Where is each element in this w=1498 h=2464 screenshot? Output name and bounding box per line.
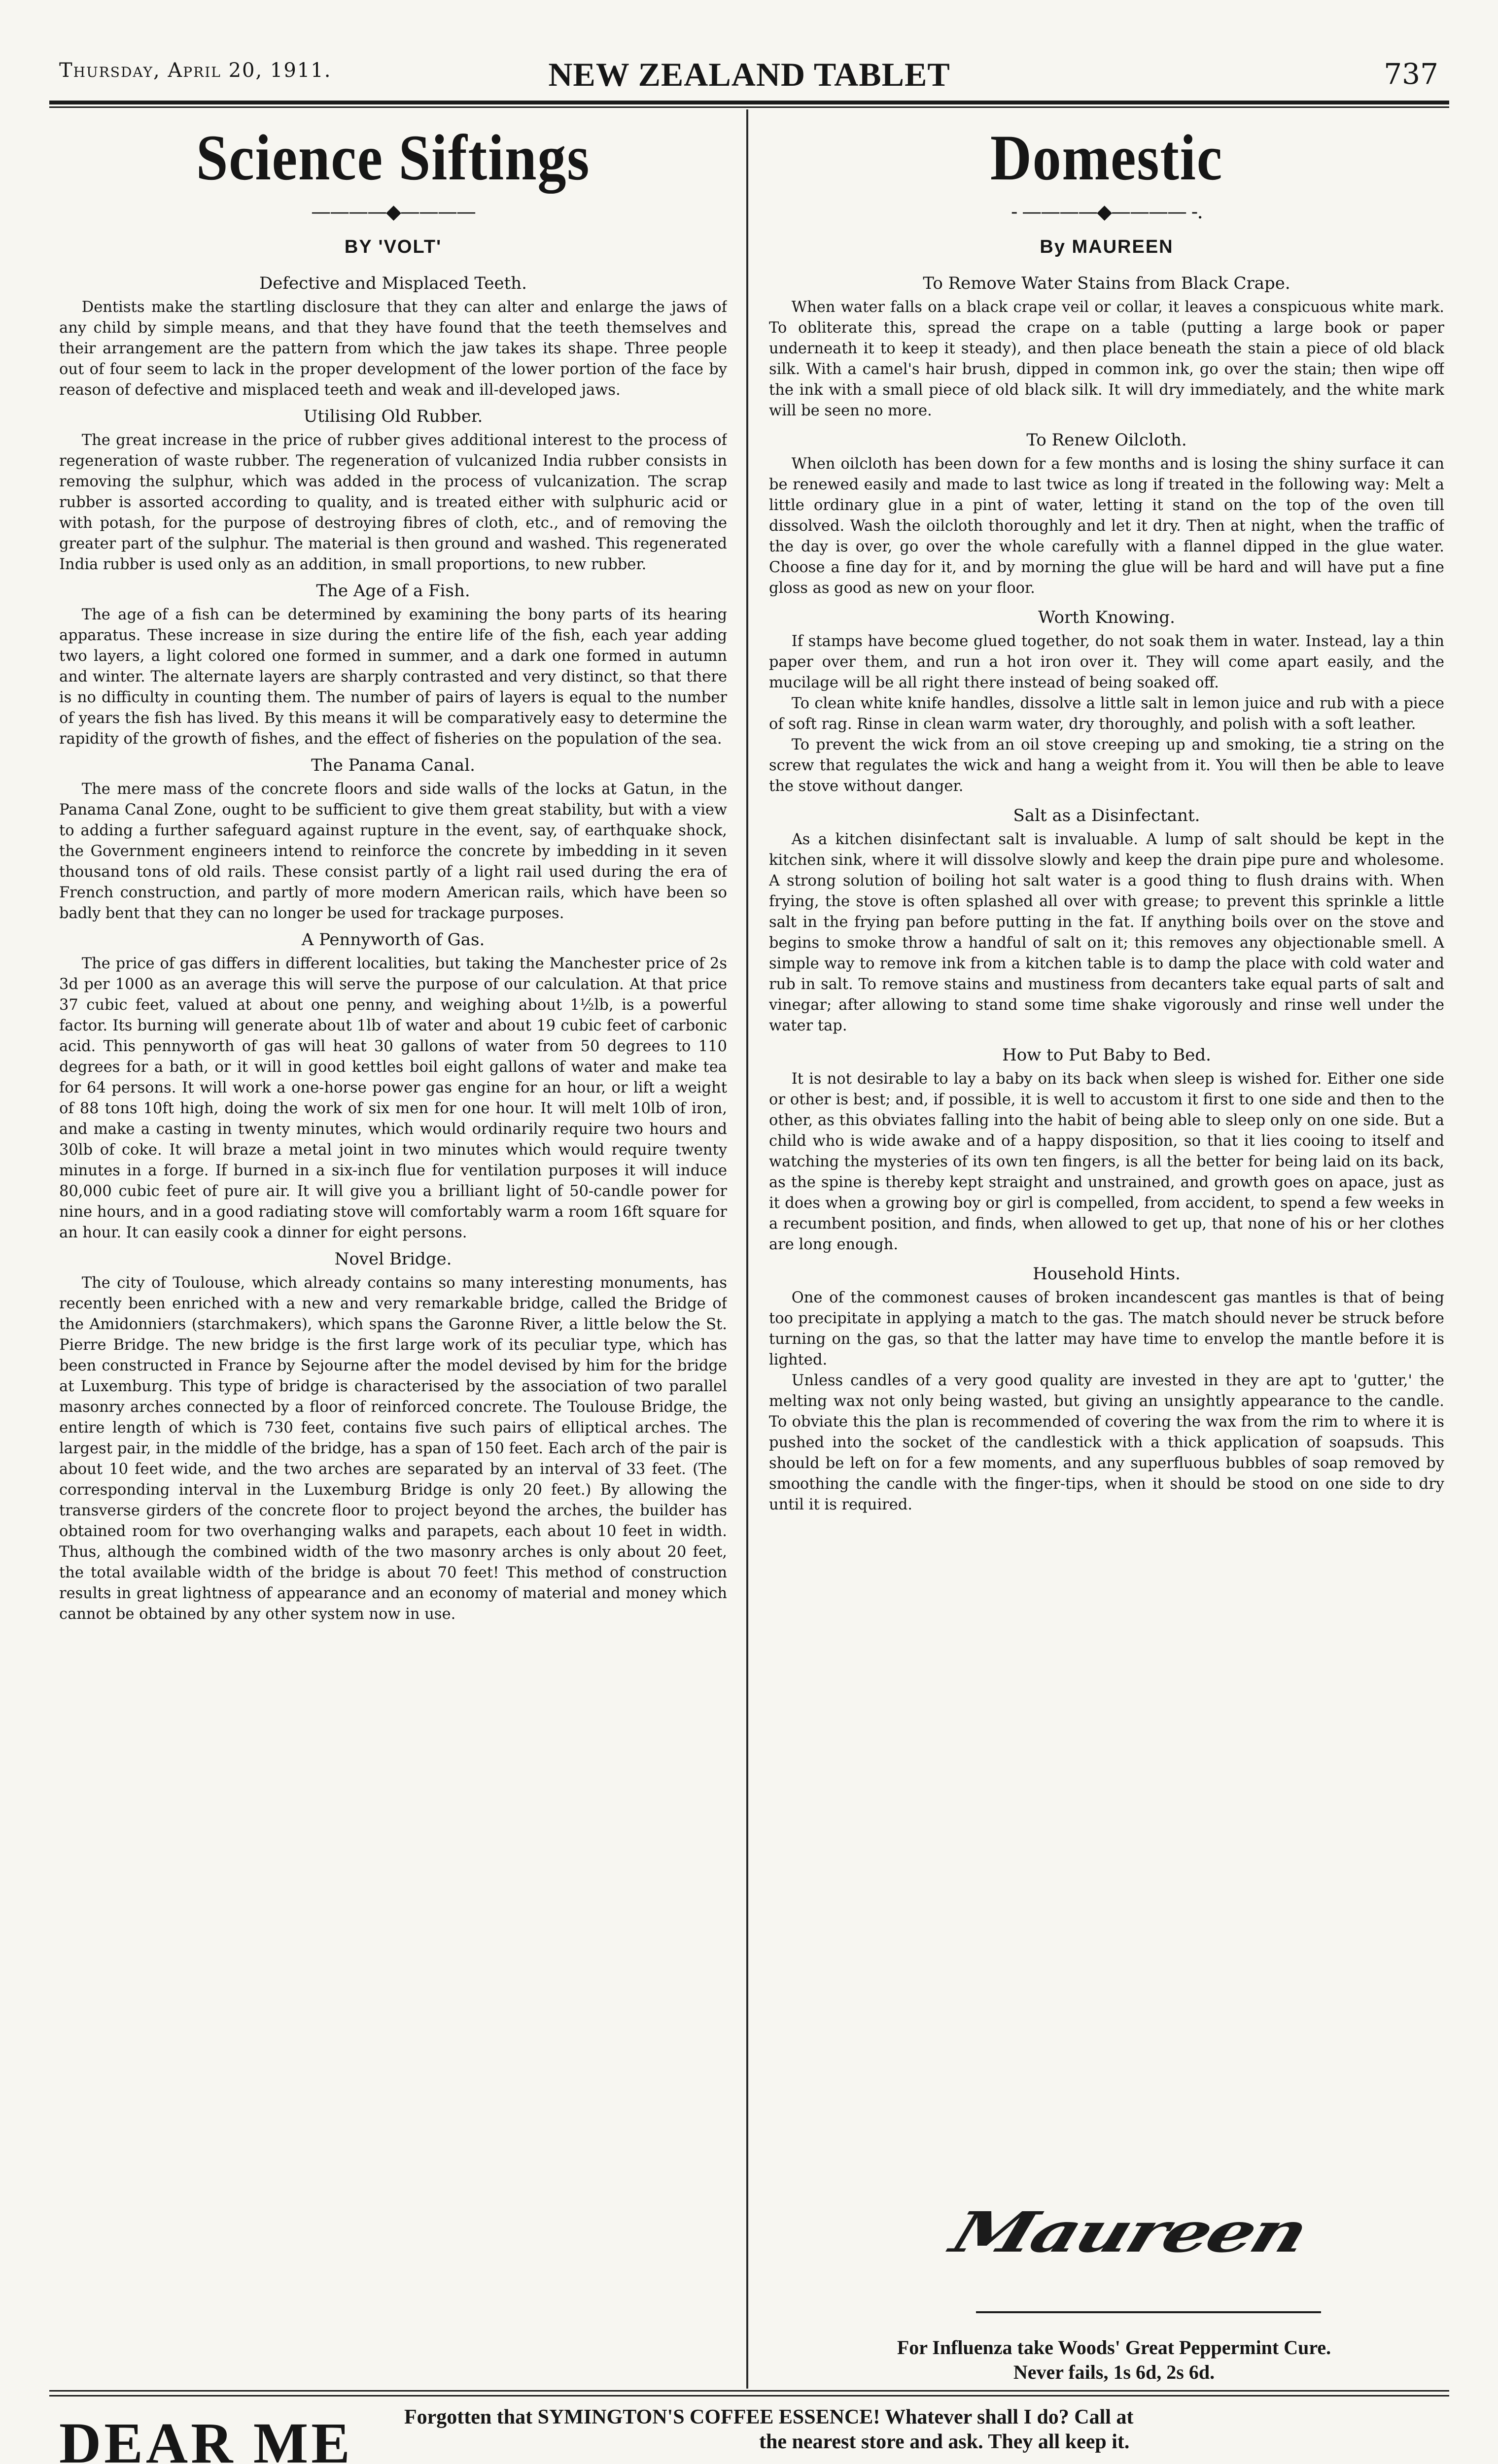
article-paragraph: When oilcloth has been down for a few months and is losing the shiny surface it can be renewed easily and made to last twice as long if treated in the following way: Melt a little ordinary glue in a pint of water, letting it stand on the top of the oven till dissolved. Wash the oilcloth thoroughly and let it dry. Then at night, when the traffic of the day is over, go over the whole carefully with a flannel dipped in the glue water. Choose a fine day for it, and by morning the glue will be hard and will have put a fine gloss as good as new on your floor.: [769, 455, 1444, 597]
science-articles: [59, 273, 727, 1625]
column-divider: [746, 109, 748, 2389]
domestic-title: Domestic: [990, 123, 1223, 194]
influenza-ad-line1: For Influenza take Woods' Great Peppermint Cure.: [897, 2336, 1331, 2359]
science-byline: BY 'VOLT': [344, 237, 442, 257]
article-paragraph: To prevent the wick from an oil stove creeping up and smoking, tie a string on the screw that regulates the wick and hang a weight from it. You will then be able to leave the stove without danger.: [769, 736, 1444, 795]
article-paragraph: The price of gas differs in different localities, but taking the Manchester price of 2s 3d per 1000 as an average this will serve the purpose of our calculation. At that price 37 cubic feet, valued at about one penny, and weighing about 1½lb, is a powerful factor. Its burning will generate about 1lb of water and about 19 cubic feet of carbonic acid. This pennyworth of gas will heat 30 gallons of water from 50 degrees to 110 degrees for a bath, or it will in good kettles boil eight gallons of water and make tea for 64 persons. It will work a one-horse power gas engine for an hour, or lift a weight of 88 tons 10ft high, doing the work of six men for one hour. It will melt 10lb of iron, and make a casting in twenty minutes, which would ordinarily require two hours and 30lb of coke. It will braze a metal joint in two minutes which would require twenty minutes in a forge. If burned in a six-inch flue for ventilation purposes it will induce 80,000 cubic feet of pure air. It will give you a brilliant light of 50-candle power for nine hours, and in a good radiating stove will comfortably warm a room 16ft square for an hour. It can easily cook a dinner for eight persons.: [59, 955, 727, 1241]
article-paragraph: To clean white knife handles, dissolve a little salt in lemon juice and rub with a piece of soft rag. Rinse in clean warm water, dry thoroughly, and polish with a soft leather.: [769, 695, 1444, 733]
article-heading: A Pennyworth of Gas.: [301, 930, 485, 950]
science-siftings-title: Science Siftings: [196, 123, 591, 194]
issue-date: Thursday, April 20, 1911.: [59, 59, 332, 82]
article-paragraph: The mere mass of the concrete floors and side walls of the locks at Gatun, in the Panama Canal Zone, ought to be sufficient to give them great stability, but with a view to adding a further safeguard against rupture in the event, say, of earthquake shock, the Government engineers intend to reinforce the concrete by imbedding in it seven thousand tons of old rails. These consist partly of a light rail used during the era of French construction, and partly of more modern American rails, which have been so badly bent that they can no longer be used for trackage purposes.: [59, 781, 727, 922]
page-number: 737: [1384, 57, 1438, 91]
header-rule-thin: [49, 106, 1449, 108]
article-heading: To Remove Water Stains from Black Crape.: [923, 274, 1290, 293]
ornament-divider: - ————◆———— -.: [1011, 201, 1202, 223]
article-paragraph: When water falls on a black crape veil or collar, it leaves a conspicuous white mark. To obliterate this, spread the crape on a table (putting a large book or paper underneath it to keep it steady), and then place beneath the stain a piece of old black silk. With a camel's hair brush, dipped in common ink, go over the stain; then wipe off the ink with a small piece of old black silk. It will dry immediately, and the white mark will be seen no more.: [769, 299, 1444, 419]
article-heading: Defective and Misplaced Teeth.: [259, 274, 527, 293]
domestic-articles: [769, 273, 1444, 1515]
article-heading: Worth Knowing.: [1038, 608, 1175, 627]
science-siftings-column: [59, 123, 727, 2390]
article-heading: Utilising Old Rubber.: [303, 407, 483, 426]
article-heading: How to Put Baby to Bed.: [1002, 1045, 1211, 1065]
ad-headline: DEAR ME: [59, 2411, 353, 2464]
article-paragraph: If stamps have become glued together, do not soak them in water. Instead, lay a thin paper over them, and run a hot iron over it. They will come apart easily, and the mucilage will be all right there instead of being soaked off.: [769, 633, 1444, 691]
ad-body: [404, 2405, 1439, 2454]
article-heading: Salt as a Disinfectant.: [1013, 806, 1200, 825]
article-paragraph: Unless candles of a very good quality are invested in they are apt to 'gutter,' the melting wax not only being wasted, but giving an unsightly appearance to the candle. To obviate this the plan is recommended of covering the wax from the rim to where it is pushed into the socket of the candlestick with a thick application of soapsuds. This should be left on for a few moments, and any superfluous bubbles of soap removed by smoothing the candle with the finger-tips, when it should be stood on one side to dry until it is required.: [769, 1372, 1444, 1513]
article-paragraph: It is not desirable to lay a baby on its back when sleep is wished for. Either one side or other is best; and, if possible, it is well to accustom it first to one side and then to the other, as this obviates falling into the habit of being able to sleep only on one side. But a child who is wide awake and of a happy disposition, so that it lies cooing to itself and watching the mysteries of its own ten fingers, is all the better for being laid on its back, as the spine is thereby kept straight and unstrained, and growth goes on apace, just as it does when a growing boy or girl is compelled, from accident, to spend a few weeks in a recumbent position, and finds, when allowed to get up, that none of his or her clothes are long enough.: [769, 1070, 1444, 1253]
signature-text: Maureen: [943, 2200, 1315, 2265]
ad-body-line2: the nearest store and ask. They all keep it.: [759, 2430, 1130, 2453]
domestic-byline: By MAUREEN: [1040, 237, 1174, 257]
newspaper-title: NEW ZEALAND TABLET: [548, 56, 950, 93]
header-rule: [49, 101, 1449, 104]
article-heading: The Age of a Fish.: [316, 581, 470, 601]
influenza-ad-line2: Never fails, 1s 6d, 2s 6d.: [1013, 2361, 1215, 2383]
ad-body-line1: Forgotten that SYMINGTON'S COFFEE ESSENCE! Whatever shall I do? Call at: [404, 2406, 1134, 2429]
article-heading: Household Hints.: [1033, 1264, 1181, 1284]
domestic-column: [769, 123, 1444, 2262]
signature-rule: [976, 2311, 1321, 2313]
ornament-divider: ————◆————: [311, 201, 475, 223]
article-paragraph: The city of Toulouse, which already contains so many interesting monuments, has recently been enriched with a new and very remarkable bridge, called the Bridge of the Amidonniers (starchmakers), which spans the Garonne River, a little below the St. Pierre Bridge. The new bridge is the first large work of its peculiar type, which has been constructed in France by Sejourne after the model devised by him for the bridge at Luxemburg. This type of bridge is characterised by the association of two parallel masonry arches connected by a floor of reinforced concrete. The Toulouse Bridge, the entire length of which is 730 feet, contains five such pairs of elliptical arches. The largest pair, in the middle of the bridge, has a span of 150 feet. Each arch of the pair is about 10 feet wide, and the two arches are separated by an interval of 33 feet. (The corresponding interval in the Luxemburg Bridge is only 20 feet.) By allowing the transverse girders of the concrete floor to project beyond the arches, the builder has obtained room for two overhanging walks and parapets, each about 10 feet in width. Thus, although the combined width of the two masonry arches is only about 20 feet, the total available width of the bridge is about 70 feet! This method of construction results in great lightness of appearance and an economy of material and money which cannot be obtained by any other system now in use.: [59, 1274, 727, 1623]
article-paragraph: The age of a fish can be determined by examining the bony parts of its hearing apparatus. These increase in size during the entire life of the fish, each year adding two layers, a light colored one formed in summer, and a dark one formed in autumn and winter. The alternate layers are sharply contrasted and very distinct, so that there is no difficulty in counting them. The number of pairs of layers is equal to the number of years the fish has lived. By this means it will be comparatively easy to determine the rapidity of the growth of fishes, and the effect of fisheries on the population of the sea.: [59, 606, 727, 748]
article-heading: To Renew Oilcloth.: [1026, 430, 1187, 450]
maureen-signature: [833, 2183, 1425, 2282]
article-heading: The Panama Canal.: [311, 755, 475, 775]
article-paragraph: As a kitchen disinfectant salt is invaluable. A lump of salt should be kept in the kitchen sink, where it will dissolve slowly and keep the drain pipe pure and wholesome. A strong solution of boiling hot salt water is a good thing to flush drains with. When frying, the stove is often splashed all over with grease; to prevent this sprinkle a little salt in the frying pan before putting in the fat. If anything boils over on the stove and begins to smoke throw a handful of salt on it; this removes any objectionable smell. A simple way to remove ink from a kitchen table is to damp the place with cold water and rub in salt. To remove stains and mustiness from decanters take equal parts of salt and vinegar; after allowing to stand some time shake vigorously and rinse well under the water tap.: [769, 831, 1444, 1034]
article-paragraph: The great increase in the price of rubber gives additional interest to the process of regeneration of waste rubber. The regeneration of vulcanized India rubber consists in removing the sulphur, which was added in the process of vulcanization. The scrap rubber is assorted according to quality, and is treated either with sulphuric acid or with potash, for the purpose of destroying fibres of cloth, etc., and of removing the greater part of the sulphur. The material is then ground and washed. This regenerated India rubber is used only as an addition, in small proportions, to new rubber.: [59, 432, 727, 573]
footer-rule: [49, 2390, 1449, 2392]
article-paragraph: Dentists make the startling disclosure that they can alter and enlarge the jaws of any child by simple means, and that they have found that the teeth themselves and their arrangement are the pattern from which the jaw takes its shape. Three people out of four seem to lack in the proper development of the lower portion of the face by reason of defective and misplaced teeth and weak and ill-developed jaws.: [59, 299, 727, 399]
article-paragraph: One of the commonest causes of broken incandescent gas mantles is that of being too precipitate in applying a match to the gas. The match should never be struck before turning on the gas, so that the latter may have time to envelop the mantle before it is lighted.: [769, 1289, 1444, 1369]
symingtons-advertisement: [49, 2395, 1449, 2464]
article-heading: Novel Bridge.: [334, 1249, 452, 1269]
running-header: [49, 55, 1449, 100]
